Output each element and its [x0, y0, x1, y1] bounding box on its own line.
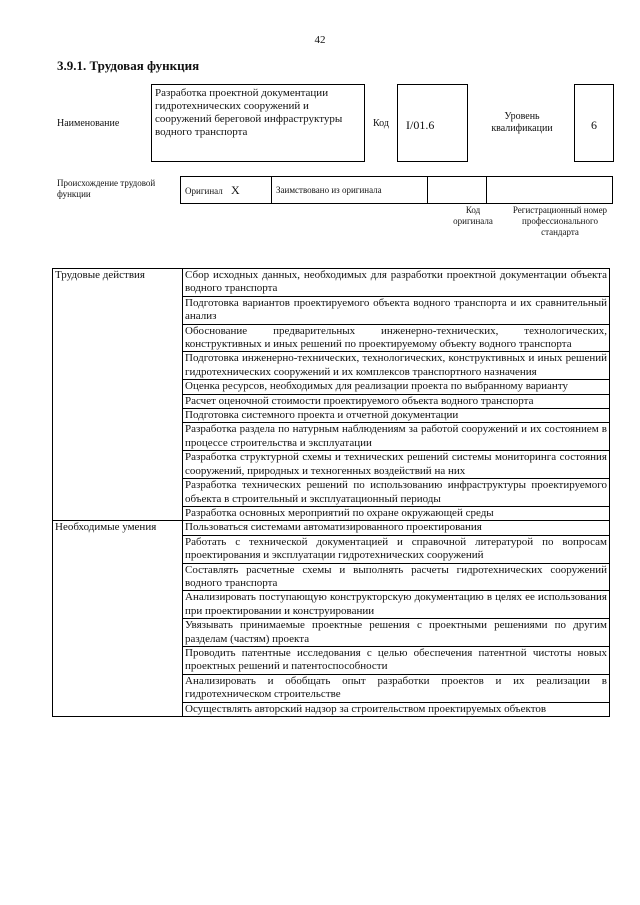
section-item: Разработка раздела по натурным наблюдениям за работой сооружений и их состоянием в процессе строительства и эксплуатации: [183, 423, 610, 451]
section-item: Проводить патентные исследования с целью обеспечения патентной чистоты новых проектных решений и патентоспособности: [183, 646, 610, 674]
reg-number-label: Регистрационный номер профессионального стандарта: [512, 205, 608, 237]
section-item: Анализировать поступающую конструкторскую документацию в целях ее использования при проектировании и конструировании: [183, 591, 610, 619]
section-item: Работать с технической документацией и справочной литературой по вопросам проектирования и эксплуатации гидротехнических сооружений: [183, 535, 610, 563]
original-label: Оригинал: [185, 185, 223, 196]
table-row: [53, 521, 610, 535]
origin-table: [180, 176, 613, 204]
reg-number-cell: [487, 177, 613, 204]
page-number: 42: [314, 34, 326, 46]
section-item: Оценка ресурсов, необходимых для реализации проекта по выбранному варианту: [183, 380, 610, 394]
section-title: 3.9.1. Трудовая функция: [57, 58, 200, 73]
section-item: Пользоваться системами автоматизированного проектирования: [183, 521, 610, 535]
section-heading: Необходимые умения: [53, 521, 183, 717]
name-label: Наименование: [57, 118, 120, 129]
code-label: Код: [373, 118, 389, 129]
section-item: Подготовка системного проекта и отчетной документации: [183, 409, 610, 423]
function-name-box: [151, 84, 365, 162]
origin-label: Происхождение трудовой функции: [57, 178, 156, 199]
section-item: Разработка основных мероприятий по охране окружающей среды: [183, 506, 610, 520]
section-item: Анализировать и обобщать опыт разработки проектов и их реализации в гидротехническом строительстве: [183, 674, 610, 702]
borrowed-cell: [272, 177, 428, 204]
original-cell: [181, 177, 272, 204]
original-mark: X: [230, 182, 240, 197]
section-item: Разработка технических решений по использованию инфраструктуры проектируемого объекта в строительный и эксплуатационный периоды: [183, 479, 610, 507]
code-value: I/01.6: [406, 118, 435, 132]
level-value: 6: [591, 118, 597, 132]
code-box: [397, 84, 468, 162]
level-box: [574, 84, 614, 162]
function-name-value: Разработка проектной документации гидротехнических сооружений и сооружений береговой инфраструктуры водного транспорта: [155, 87, 343, 138]
table-row: [53, 269, 610, 297]
section-heading: Трудовые действия: [53, 269, 183, 521]
section-item: Осуществлять авторский надзор за строительством проектируемых объектов: [183, 702, 610, 716]
origin-code-cell: [428, 177, 487, 204]
function-table: [52, 268, 610, 717]
section-item: Подготовка инженерно-технических, технологических, конструктивных и иных решений гидротехнических сооружений и их комплексов транспортного назначения: [183, 352, 610, 380]
borrowed-label: Заимствовано из оригинала: [276, 185, 382, 195]
section-item: Сбор исходных данных, необходимых для разработки проектной документации объекта водного транспорта: [183, 269, 610, 297]
section-item: Обоснование предварительных инженерно-технических, технологических, конструктивных и иных решений по проектируемому объекту водного транспорта: [183, 324, 610, 352]
section-item: Составлять расчетные схемы и выполнять расчеты гидротехнических сооружений водного транспорта: [183, 563, 610, 591]
section-item: Подготовка вариантов проектируемого объекта водного транспорта и их сравнительный анализ: [183, 296, 610, 324]
section-item: Увязывать принимаемые проектные решения с проектными решениями по другим разделам (частям) проекта: [183, 619, 610, 647]
level-label: Уровень квалификации: [491, 111, 553, 134]
code-original-label: Код оригинала: [453, 205, 493, 226]
section-item: Разработка структурной схемы и технических решений системы мониторинга состояния сооружений, природных и техногенных воздействий на них: [183, 451, 610, 479]
section-item: Расчет оценочной стоимости проектируемого объекта водного транспорта: [183, 394, 610, 408]
